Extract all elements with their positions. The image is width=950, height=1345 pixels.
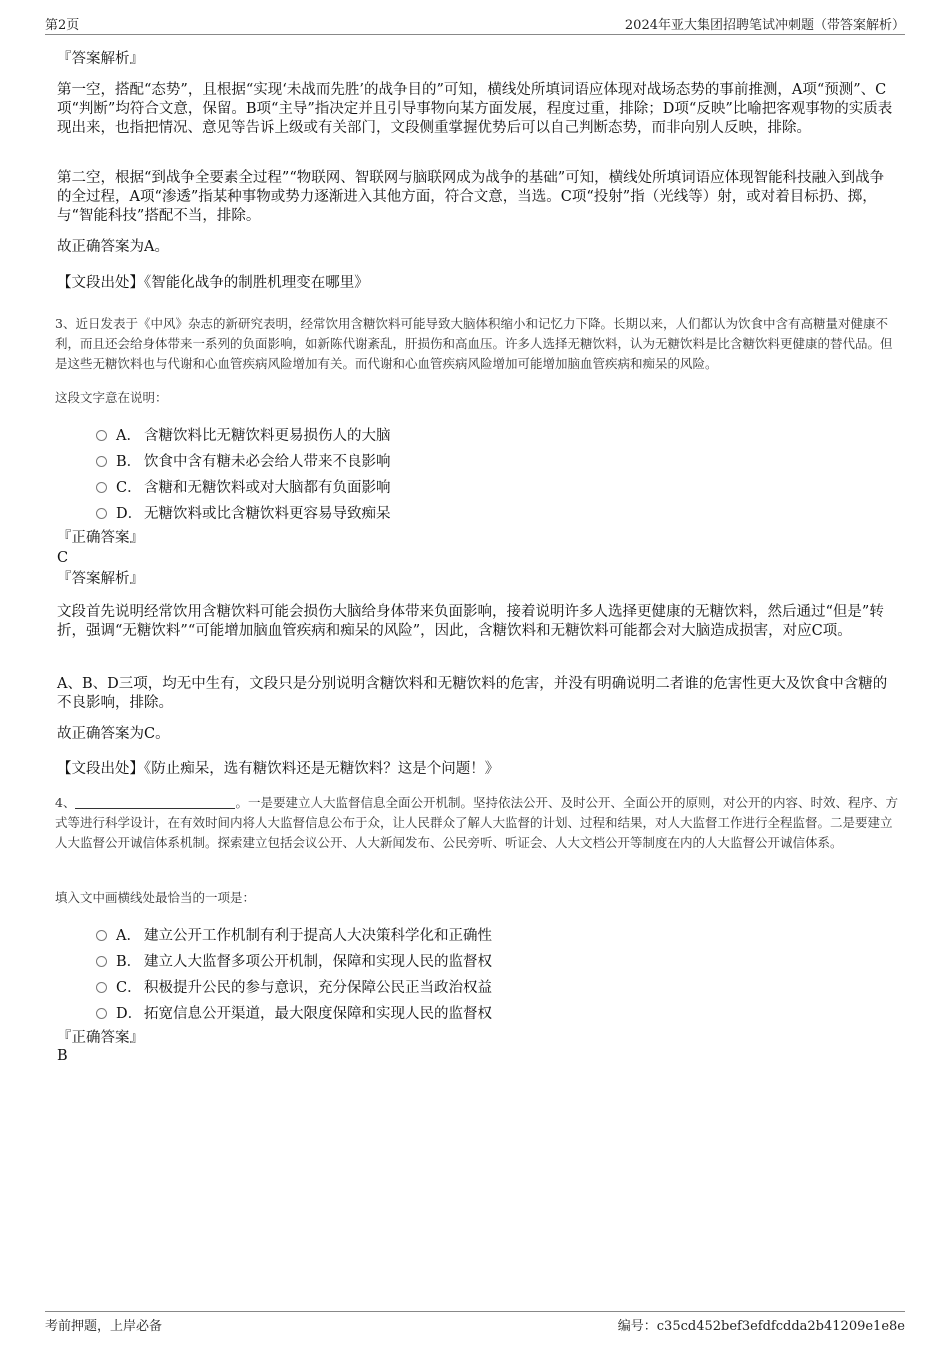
option-text: 拓宽信息公开渠道，最大限度保障和实现人民的监督权	[144, 1006, 492, 1022]
radio-button[interactable]	[96, 508, 107, 519]
option-c[interactable]	[96, 476, 391, 497]
option-text: 含糖饮料比无糖饮料更易损伤人的大脑	[144, 428, 391, 444]
fill-blank	[75, 796, 235, 809]
option-letter: C．	[116, 480, 142, 496]
page-number: 第2页	[45, 18, 80, 33]
option-letter: B．	[116, 954, 142, 970]
radio-button[interactable]	[96, 1008, 107, 1019]
question-text: 。一是要建立人大监督信息全面公开机制。坚持依法公开、及时公开、全面公开的原则，对公开的内容、时效、程序、方式等进行科学设计，在有效时间内将人大监督信息公布于众，让人民群众了解人大监督的计划、过程和结果，对人大监督工作进行全程监督。二是要建立人大监督公开诚信体系机制。探索建立包括会议公开、人大新闻发布、公民旁听、听证会、人大文档公开等制度在内的人大监督公开诚信体系。	[55, 795, 898, 850]
question-stem: 3、近日发表于《中风》杂志的新研究表明，经常饮用含糖饮料可能导致大脑体积缩小和记忆力下降。长期以来，人们都认为饮食中含有高糖量对健康不利，而且还会给身体带来一系列的负面影响，如新陈代谢紊乱，肝损伤和高血压。许多人选择无糖饮料，认为无糖饮料是比含糖饮料更健康的替代品。但是这些无糖饮料也与代谢和心血管疾病风险增加有关。而代谢和心血管疾病风险增加可能增加脑血管疾病和痴呆的风险。	[55, 316, 893, 371]
conclusion: 故正确答案为C。	[57, 726, 170, 742]
radio-button[interactable]	[96, 456, 107, 467]
option-letter: A．	[116, 428, 141, 444]
option-b[interactable]	[96, 450, 391, 471]
analysis-paragraph: 第一空，搭配“态势”，且根据“实现‘未战而先胜’的战争目的”可知，横线处所填词语应体现对战场态势的事前推测，A项“预测”、C项“判断”均符合文意，保留。B项“主导”指决定并且引导事物向某方面发展，程度过重，排除；D项“反映”比喻把客观事物的实质表现出来，也指把情况、意见等告诉上级或有关部门，文段侧重掌握优势后可以自己判断态势，而非向别人反映，排除。	[57, 82, 893, 136]
conclusion: 故正确答案为A。	[57, 239, 169, 255]
analysis-label: 『答案解析』	[57, 571, 144, 587]
option-text: 饮食中含有糖未必会给人带来不良影响	[144, 454, 391, 470]
option-text: 建立公开工作机制有利于提高人大决策科学化和正确性	[144, 928, 492, 944]
question-prompt: 填入文中画横线处最恰当的一项是：	[55, 890, 256, 905]
analysis-paragraph: 第二空，根据“到战争全要素全过程”“物联网、智联网与脑联网成为战争的基础”可知，横线处所填词语应体现智能科技融入到战争的全过程，A项“渗透”指某种事物或势力逐渐进入其他方面，符合文意，当选。C项“投射”指（光线等）射，或对着目标扔、掷，与“智能科技”搭配不当，排除。	[57, 170, 885, 224]
question-number: 4、	[55, 795, 76, 810]
question-prompt: 这段文字意在说明：	[55, 390, 168, 405]
option-letter: C．	[116, 980, 142, 996]
radio-button[interactable]	[96, 930, 107, 941]
option-d[interactable]	[96, 1002, 492, 1023]
document-title: 2024年亚大集团招聘笔试冲刺题（带答案解析）	[624, 18, 905, 33]
radio-button[interactable]	[96, 430, 107, 441]
answer-label: 『正确答案』	[57, 530, 144, 546]
correct-answer: B	[57, 1048, 68, 1064]
radio-button[interactable]	[96, 956, 107, 967]
option-letter: B．	[116, 454, 142, 470]
option-c[interactable]	[96, 976, 492, 997]
option-letter: D．	[116, 1006, 143, 1022]
analysis-paragraph: A、B、D三项，均无中生有，文段只是分别说明含糖饮料和无糖饮料的危害，并没有明确说明二者谁的危害性更大及饮食中含糖的不良影响，排除。	[57, 676, 888, 711]
option-letter: D．	[116, 506, 143, 522]
option-a[interactable]	[96, 424, 391, 445]
analysis-paragraph: 文段首先说明经常饮用含糖饮料可能会损伤大脑给身体带来负面影响，接着说明许多人选择更健康的无糖饮料，然后通过“但是”转折，强调“无糖饮料”“可能增加脑血管疾病和痴呆的风险”，因此，含糖饮料和无糖饮料可能都会对大脑造成损害，对应C项。	[57, 604, 884, 639]
answer-label: 『正确答案』	[57, 1030, 144, 1046]
analysis-label: 『答案解析』	[57, 51, 144, 67]
option-b[interactable]	[96, 950, 492, 971]
option-text: 无糖饮料或比含糖饮料更容易导致痴呆	[144, 506, 391, 522]
page-footer	[45, 1311, 905, 1335]
source: 【文段出处】《智能化战争的制胜机理变在哪里》	[57, 275, 369, 291]
option-text: 建立人大监督多项公开机制，保障和实现人民的监督权	[144, 954, 492, 970]
question-stem	[55, 793, 900, 853]
correct-answer: C	[57, 550, 69, 566]
page-header	[45, 14, 905, 35]
radio-button[interactable]	[96, 982, 107, 993]
radio-button[interactable]	[96, 482, 107, 493]
option-a[interactable]	[96, 924, 492, 945]
option-d[interactable]	[96, 502, 391, 523]
document-id: 编号：c35cd452bef3efdfcdda2b41209e1e8e	[617, 1319, 905, 1334]
option-text: 含糖和无糖饮料或对大脑都有负面影响	[144, 480, 391, 496]
source: 【文段出处】《防止痴呆，选有糖饮料还是无糖饮料？这是个问题！》	[57, 761, 500, 777]
option-letter: A．	[116, 928, 141, 944]
option-text: 积极提升公民的参与意识，充分保障公民正当政治权益	[144, 980, 492, 996]
footer-slogan: 考前押题，上岸必备	[45, 1319, 163, 1334]
